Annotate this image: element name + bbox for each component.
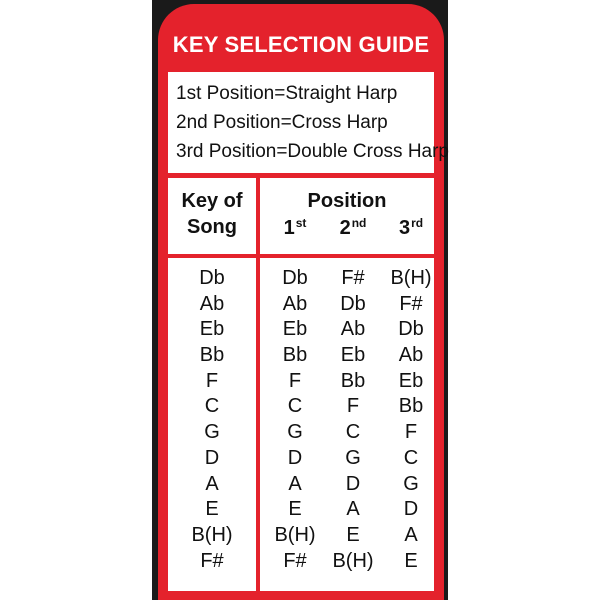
table-cell: F# [200,549,224,572]
table-cell: Eb [199,318,225,341]
table-cell: Ab [199,292,225,315]
table-cell: Eb [282,318,308,341]
position-header: Position [307,190,387,212]
first-position-column [266,266,324,574]
table-cell: F [404,421,418,444]
table-cell: Bb [340,369,366,392]
table-cell: Bb [282,344,308,367]
table-cell: F [346,395,360,418]
key-of-song-header: Key of [181,190,243,212]
second-position-column [324,266,382,574]
table-cell: F [288,369,302,392]
table-cell: E [404,549,418,572]
ordinal-1st: 1st [283,216,307,239]
column-divider [256,178,260,591]
table-cell: C [204,395,220,418]
table-cell: Db [199,267,225,289]
table-cell: F# [341,267,365,289]
table-cell: Bb [199,344,225,367]
table-cell: F# [399,292,423,315]
table-cell: C [287,395,303,418]
key-of-song-header: Song [187,216,237,238]
table-cell: Ab [282,292,308,315]
table-cell: Db [340,292,366,315]
table-cell: E [205,498,219,521]
table-cell: A [205,472,219,495]
table-cell: Ab [340,318,366,341]
table-cell: B(H) [332,549,374,572]
position-legend-line: 3rd Position=Double Cross Harp [176,141,449,162]
table-cell: G [403,472,419,495]
position-legend [168,72,449,173]
table-cell: G [204,421,220,444]
table-cell: C [345,421,361,444]
table-cell: A [404,523,418,546]
table-cell: D [403,498,419,521]
table-cell: B(H) [191,523,233,546]
table-cell: E [346,523,360,546]
third-position-column [382,266,440,574]
ordinal-2nd: 2nd [339,216,367,239]
table-cell: A [346,498,360,521]
table-cell: G [287,421,303,444]
table-cell: Db [398,318,424,341]
key-of-song-column [183,266,241,574]
table-cell: D [204,446,220,469]
table-cell: C [403,446,419,469]
key-table [168,178,434,591]
ordinal-3rd: 3rd [398,216,424,239]
key-selection-card [152,0,448,600]
table-cell: Eb [398,369,424,392]
table-cell: B(H) [390,267,432,289]
guide-title: KEY SELECTION GUIDE [172,32,430,57]
red-panel [158,4,449,600]
table-cell: A [288,472,302,495]
table-cell: E [288,498,302,521]
table-cell: Db [282,267,308,289]
table-cell: D [287,446,303,469]
table-cell: G [345,446,361,469]
position-legend-line: 2nd Position=Cross Harp [176,112,388,133]
table-cell: F# [283,549,307,572]
table-cell: B(H) [274,523,316,546]
table-cell: D [345,472,361,495]
table-cell: Ab [398,344,424,367]
header-divider [168,254,434,258]
table-cell: Bb [398,395,424,418]
position-legend-line: 1st Position=Straight Harp [176,83,398,104]
table-cell: Eb [340,344,366,367]
table-cell: F [205,369,219,392]
